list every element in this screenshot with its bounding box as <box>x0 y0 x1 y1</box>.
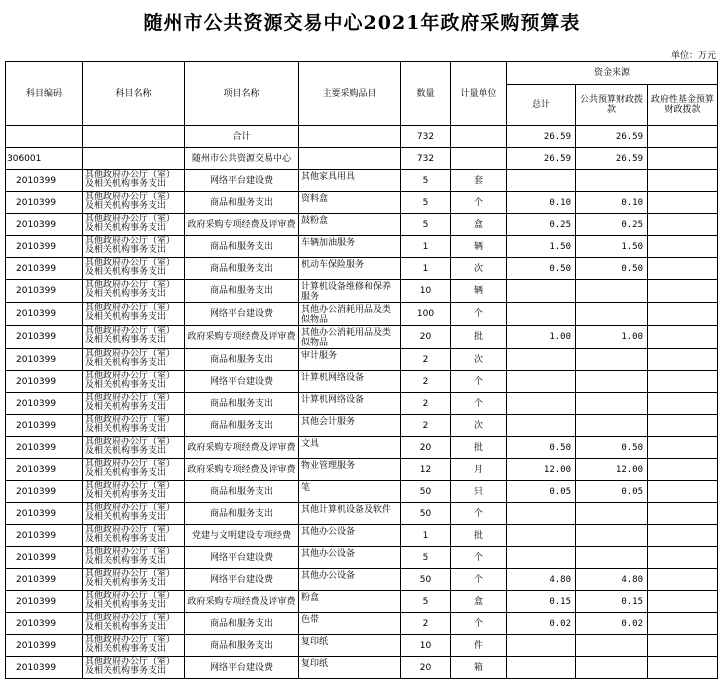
cell-item: 文具 <box>299 437 401 459</box>
table-row <box>6 326 718 349</box>
cell-budget: 0.15 <box>576 591 648 613</box>
cell-budget <box>576 393 648 415</box>
cell-budget: 0.25 <box>576 214 648 236</box>
cell-fund <box>648 393 718 415</box>
cell-project: 商品和服务支出 <box>185 481 299 503</box>
cell-project: 商品和服务支出 <box>185 635 299 657</box>
cell-name: 其他政府办公厅（室）及相关机构事务支出 <box>83 415 185 437</box>
cell-project: 网络平台建设费 <box>185 371 299 393</box>
cell-fund <box>648 503 718 525</box>
cell-budget <box>576 657 648 679</box>
cell-budget <box>576 170 648 192</box>
cell-fund <box>648 280 718 303</box>
cell-name: 其他政府办公厅（室）及相关机构事务支出 <box>83 258 185 280</box>
header-name: 科目名称 <box>83 62 185 126</box>
cell-name: 其他政府办公厅（室）及相关机构事务支出 <box>83 459 185 481</box>
cell-item: 鼓粉盒 <box>299 214 401 236</box>
cell-fund <box>648 525 718 547</box>
cell-name: 其他政府办公厅（室）及相关机构事务支出 <box>83 393 185 415</box>
cell-item: 审计服务 <box>299 349 401 371</box>
page-title: 随州市公共资源交易中心2021年政府采购预算表 <box>143 12 581 34</box>
cell-qty: 50 <box>401 481 451 503</box>
cell-name: 其他政府办公厅（室）及相关机构事务支出 <box>83 613 185 635</box>
cell-code: 2010399 <box>6 503 83 525</box>
cell-item: 其他办公消耗用品及类似物品 <box>299 326 401 349</box>
header-fund: 政府性基金预算财政拨款 <box>648 85 718 126</box>
cell-code: 306001 <box>6 148 83 170</box>
cell-total <box>507 503 576 525</box>
cell-name: 其他政府办公厅（室）及相关机构事务支出 <box>83 591 185 613</box>
cell-project: 政府采购专项经费及评审费 <box>185 214 299 236</box>
cell-measure: 个 <box>451 569 507 591</box>
cell-measure: 批 <box>451 437 507 459</box>
cell-item: 车辆加油服务 <box>299 236 401 258</box>
cell-measure: 套 <box>451 170 507 192</box>
cell-qty: 5 <box>401 547 451 569</box>
summary-row <box>6 126 718 148</box>
cell-code <box>6 126 83 148</box>
cell-measure: 批 <box>451 326 507 349</box>
cell-fund <box>648 657 718 679</box>
cell-fund <box>648 613 718 635</box>
cell-budget: 1.50 <box>576 236 648 258</box>
cell-qty: 100 <box>401 303 451 326</box>
cell-project: 政府采购专项经费及评审费 <box>185 591 299 613</box>
cell-name: 其他政府办公厅（室）及相关机构事务支出 <box>83 525 185 547</box>
cell-item: 机动车保险服务 <box>299 258 401 280</box>
cell-name: 其他政府办公厅（室）及相关机构事务支出 <box>83 349 185 371</box>
cell-name: 其他政府办公厅（室）及相关机构事务支出 <box>83 192 185 214</box>
cell-code: 2010399 <box>6 613 83 635</box>
cell-code: 2010399 <box>6 303 83 326</box>
cell-fund <box>648 236 718 258</box>
cell-measure: 次 <box>451 349 507 371</box>
cell-project: 合计 <box>185 126 299 148</box>
cell-total <box>507 415 576 437</box>
cell-budget <box>576 525 648 547</box>
cell-qty: 1 <box>401 258 451 280</box>
cell-total: 0.15 <box>507 591 576 613</box>
cell-fund <box>648 569 718 591</box>
cell-total <box>507 170 576 192</box>
cell-project: 商品和服务支出 <box>185 192 299 214</box>
cell-qty: 2 <box>401 613 451 635</box>
cell-budget <box>576 303 648 326</box>
cell-total: 0.10 <box>507 192 576 214</box>
cell-name: 其他政府办公厅（室）及相关机构事务支出 <box>83 303 185 326</box>
cell-budget <box>576 503 648 525</box>
header-code: 科目编码 <box>6 62 83 126</box>
cell-qty: 1 <box>401 525 451 547</box>
cell-qty: 2 <box>401 393 451 415</box>
cell-fund <box>648 258 718 280</box>
cell-code: 2010399 <box>6 525 83 547</box>
cell-measure: 个 <box>451 613 507 635</box>
cell-project: 商品和服务支出 <box>185 503 299 525</box>
cell-name <box>83 148 185 170</box>
header-item: 主要采购品目 <box>299 62 401 126</box>
cell-fund <box>648 148 718 170</box>
cell-project: 商品和服务支出 <box>185 236 299 258</box>
table-row <box>6 349 718 371</box>
cell-measure: 个 <box>451 393 507 415</box>
cell-measure: 盒 <box>451 591 507 613</box>
cell-project: 商品和服务支出 <box>185 258 299 280</box>
cell-qty: 2 <box>401 371 451 393</box>
cell-budget <box>576 371 648 393</box>
cell-item: 复印纸 <box>299 635 401 657</box>
cell-code: 2010399 <box>6 192 83 214</box>
cell-fund <box>648 303 718 326</box>
table-row <box>6 569 718 591</box>
cell-budget <box>576 280 648 303</box>
cell-qty: 5 <box>401 192 451 214</box>
cell-item: 物业管理服务 <box>299 459 401 481</box>
cell-measure: 盒 <box>451 214 507 236</box>
cell-total <box>507 280 576 303</box>
cell-qty: 12 <box>401 459 451 481</box>
cell-name: 其他政府办公厅（室）及相关机构事务支出 <box>83 326 185 349</box>
table-row <box>6 303 718 326</box>
cell-qty: 2 <box>401 349 451 371</box>
cell-item: 其他办公设备 <box>299 547 401 569</box>
table-row <box>6 192 718 214</box>
cell-total: 26.59 <box>507 148 576 170</box>
cell-measure: 个 <box>451 371 507 393</box>
table-row <box>6 280 718 303</box>
cell-name: 其他政府办公厅（室）及相关机构事务支出 <box>83 569 185 591</box>
cell-project: 网络平台建设费 <box>185 547 299 569</box>
cell-qty: 50 <box>401 569 451 591</box>
cell-budget: 0.50 <box>576 258 648 280</box>
cell-project: 商品和服务支出 <box>185 415 299 437</box>
cell-project: 网络平台建设费 <box>185 657 299 679</box>
table-row <box>6 481 718 503</box>
cell-code: 2010399 <box>6 214 83 236</box>
cell-project: 网络平台建设费 <box>185 303 299 326</box>
table-row <box>6 415 718 437</box>
cell-item: 其他计算机设备及软件 <box>299 503 401 525</box>
cell-code: 2010399 <box>6 415 83 437</box>
cell-name: 其他政府办公厅（室）及相关机构事务支出 <box>83 437 185 459</box>
cell-project: 政府采购专项经费及评审费 <box>185 437 299 459</box>
cell-measure: 次 <box>451 415 507 437</box>
unit-label: 单位：万元 <box>670 51 716 61</box>
cell-total: 0.50 <box>507 258 576 280</box>
cell-measure: 批 <box>451 525 507 547</box>
cell-qty: 5 <box>401 214 451 236</box>
cell-qty: 20 <box>401 326 451 349</box>
cell-item: 色带 <box>299 613 401 635</box>
cell-project: 商品和服务支出 <box>185 280 299 303</box>
cell-total <box>507 393 576 415</box>
cell-fund <box>648 459 718 481</box>
cell-code: 2010399 <box>6 170 83 192</box>
cell-project: 政府采购专项经费及评审费 <box>185 459 299 481</box>
cell-project: 党建与文明建设专项经费 <box>185 525 299 547</box>
cell-name <box>83 126 185 148</box>
cell-qty: 2 <box>401 415 451 437</box>
cell-measure: 箱 <box>451 657 507 679</box>
cell-name: 其他政府办公厅（室）及相关机构事务支出 <box>83 371 185 393</box>
cell-measure: 月 <box>451 459 507 481</box>
cell-code: 2010399 <box>6 326 83 349</box>
cell-name: 其他政府办公厅（室）及相关机构事务支出 <box>83 214 185 236</box>
header-source: 资金来源 <box>507 62 718 85</box>
cell-measure <box>451 126 507 148</box>
cell-qty: 20 <box>401 437 451 459</box>
table-row <box>6 258 718 280</box>
cell-fund <box>648 326 718 349</box>
cell-item: 计算机网络设备 <box>299 371 401 393</box>
table-row <box>6 503 718 525</box>
cell-item: 其他办公消耗用品及类似物品 <box>299 303 401 326</box>
table-body <box>6 126 718 679</box>
cell-measure: 辆 <box>451 236 507 258</box>
cell-name: 其他政府办公厅（室）及相关机构事务支出 <box>83 635 185 657</box>
header-budget: 公共预算财政拨款 <box>576 85 648 126</box>
table-row <box>6 236 718 258</box>
cell-total: 0.50 <box>507 437 576 459</box>
cell-name: 其他政府办公厅（室）及相关机构事务支出 <box>83 170 185 192</box>
cell-item: 其他办公设备 <box>299 525 401 547</box>
table-row <box>6 591 718 613</box>
cell-qty: 5 <box>401 591 451 613</box>
header-total: 总计 <box>507 85 576 126</box>
cell-fund <box>648 481 718 503</box>
cell-code: 2010399 <box>6 635 83 657</box>
cell-total: 0.25 <box>507 214 576 236</box>
cell-code: 2010399 <box>6 349 83 371</box>
cell-total <box>507 303 576 326</box>
cell-total: 12.00 <box>507 459 576 481</box>
cell-total: 1.50 <box>507 236 576 258</box>
cell-total: 26.59 <box>507 126 576 148</box>
cell-budget: 1.00 <box>576 326 648 349</box>
cell-code: 2010399 <box>6 437 83 459</box>
cell-measure: 件 <box>451 635 507 657</box>
cell-code: 2010399 <box>6 371 83 393</box>
header-measure: 计量单位 <box>451 62 507 126</box>
header-project: 项目名称 <box>185 62 299 126</box>
cell-qty: 50 <box>401 503 451 525</box>
cell-total: 0.02 <box>507 613 576 635</box>
cell-budget <box>576 349 648 371</box>
cell-code: 2010399 <box>6 393 83 415</box>
cell-measure <box>451 148 507 170</box>
cell-total <box>507 547 576 569</box>
cell-qty: 10 <box>401 280 451 303</box>
cell-project: 随州市公共资源交易中心 <box>185 148 299 170</box>
cell-item: 资料盒 <box>299 192 401 214</box>
cell-fund <box>648 170 718 192</box>
cell-budget <box>576 547 648 569</box>
cell-qty: 10 <box>401 635 451 657</box>
cell-code: 2010399 <box>6 569 83 591</box>
cell-code: 2010399 <box>6 547 83 569</box>
cell-fund <box>648 437 718 459</box>
cell-name: 其他政府办公厅（室）及相关机构事务支出 <box>83 503 185 525</box>
cell-item: 计算机网络设备 <box>299 393 401 415</box>
cell-measure: 个 <box>451 503 507 525</box>
cell-total <box>507 371 576 393</box>
cell-project: 商品和服务支出 <box>185 613 299 635</box>
cell-budget: 26.59 <box>576 148 648 170</box>
cell-item <box>299 148 401 170</box>
table-row <box>6 214 718 236</box>
cell-code: 2010399 <box>6 280 83 303</box>
cell-project: 商品和服务支出 <box>185 393 299 415</box>
cell-project: 网络平台建设费 <box>185 569 299 591</box>
cell-measure: 只 <box>451 481 507 503</box>
cell-item: 其他会计服务 <box>299 415 401 437</box>
cell-item: 计算机设备维修和保养服务 <box>299 280 401 303</box>
cell-fund <box>648 192 718 214</box>
cell-name: 其他政府办公厅（室）及相关机构事务支出 <box>83 547 185 569</box>
cell-item: 复印纸 <box>299 657 401 679</box>
cell-total <box>507 657 576 679</box>
cell-qty: 732 <box>401 126 451 148</box>
cell-project: 政府采购专项经费及评审费 <box>185 326 299 349</box>
cell-budget: 0.50 <box>576 437 648 459</box>
table-row <box>6 371 718 393</box>
cell-project: 商品和服务支出 <box>185 349 299 371</box>
cell-code: 2010399 <box>6 591 83 613</box>
cell-budget: 4.80 <box>576 569 648 591</box>
cell-item: 其他家具用具 <box>299 170 401 192</box>
cell-budget <box>576 415 648 437</box>
cell-total <box>507 525 576 547</box>
cell-fund <box>648 547 718 569</box>
cell-qty: 20 <box>401 657 451 679</box>
cell-project: 网络平台建设费 <box>185 170 299 192</box>
cell-code: 2010399 <box>6 657 83 679</box>
cell-qty: 1 <box>401 236 451 258</box>
table-row <box>6 393 718 415</box>
cell-total: 0.05 <box>507 481 576 503</box>
cell-measure: 辆 <box>451 280 507 303</box>
table-row <box>6 437 718 459</box>
cell-fund <box>648 371 718 393</box>
cell-fund <box>648 415 718 437</box>
cell-name: 其他政府办公厅（室）及相关机构事务支出 <box>83 280 185 303</box>
cell-measure: 次 <box>451 258 507 280</box>
cell-item <box>299 126 401 148</box>
header-qty: 数量 <box>401 62 451 126</box>
table-row <box>6 170 718 192</box>
cell-measure: 个 <box>451 303 507 326</box>
cell-qty: 732 <box>401 148 451 170</box>
cell-code: 2010399 <box>6 459 83 481</box>
cell-budget: 0.02 <box>576 613 648 635</box>
table-row <box>6 459 718 481</box>
summary-row <box>6 148 718 170</box>
table-row <box>6 547 718 569</box>
cell-code: 2010399 <box>6 481 83 503</box>
cell-name: 其他政府办公厅（室）及相关机构事务支出 <box>83 236 185 258</box>
cell-item: 其他办公设备 <box>299 569 401 591</box>
cell-total: 1.00 <box>507 326 576 349</box>
cell-item: 粉盒 <box>299 591 401 613</box>
table-row <box>6 613 718 635</box>
cell-fund <box>648 126 718 148</box>
cell-budget: 26.59 <box>576 126 648 148</box>
cell-budget: 0.10 <box>576 192 648 214</box>
cell-item: 笔 <box>299 481 401 503</box>
cell-code: 2010399 <box>6 258 83 280</box>
cell-measure: 个 <box>451 547 507 569</box>
cell-name: 其他政府办公厅（室）及相关机构事务支出 <box>83 657 185 679</box>
cell-total: 4.80 <box>507 569 576 591</box>
cell-budget: 0.05 <box>576 481 648 503</box>
cell-fund <box>648 214 718 236</box>
cell-name: 其他政府办公厅（室）及相关机构事务支出 <box>83 481 185 503</box>
cell-fund <box>648 591 718 613</box>
cell-budget: 12.00 <box>576 459 648 481</box>
cell-qty: 5 <box>401 170 451 192</box>
budget-table <box>5 61 718 679</box>
table-row <box>6 657 718 679</box>
table-row <box>6 525 718 547</box>
cell-total <box>507 349 576 371</box>
cell-measure: 个 <box>451 192 507 214</box>
cell-code: 2010399 <box>6 236 83 258</box>
cell-fund <box>648 349 718 371</box>
